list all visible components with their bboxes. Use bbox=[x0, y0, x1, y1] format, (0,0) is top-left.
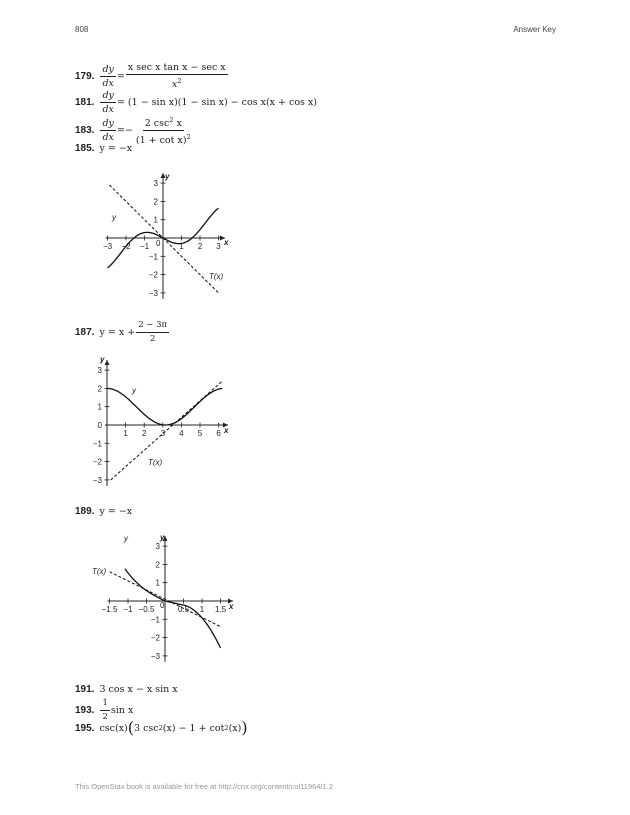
derivative-denominator: dx bbox=[102, 77, 114, 89]
tangent-label: T(x) bbox=[92, 567, 107, 576]
graph-187 bbox=[90, 350, 240, 495]
fraction-denominator: (1 + cot x) bbox=[135, 135, 187, 147]
math-expression: y = −x bbox=[99, 506, 133, 517]
tangent-label: T(x) bbox=[148, 458, 163, 467]
exponent: 2 bbox=[186, 133, 191, 142]
problem-195 bbox=[75, 718, 248, 737]
fraction-numerator: x sec x tan x − sec x bbox=[127, 62, 226, 73]
problem-193 bbox=[75, 698, 133, 723]
equals-sign: = bbox=[116, 70, 125, 82]
footer-note: This OpenStax book is available for free at http://cnx.org/content/col11964/1.2 bbox=[75, 782, 333, 791]
y-tick-label: 1 bbox=[155, 578, 160, 588]
x-axis-label: x bbox=[224, 426, 229, 435]
x-tick-label: 4 bbox=[179, 429, 184, 438]
problem-number: 179. bbox=[75, 70, 95, 82]
x-tick-label: 1 bbox=[123, 429, 128, 438]
math-expression bbox=[99, 62, 228, 90]
problem-number: 191. bbox=[75, 684, 95, 695]
curve-label: y bbox=[132, 386, 136, 395]
x-axis-label: x bbox=[224, 238, 229, 247]
derivative-numerator: dy bbox=[102, 118, 114, 130]
x-tick-label: −1.5 bbox=[101, 605, 118, 614]
y-tick-label: 2 bbox=[155, 560, 160, 570]
page-number: 808 bbox=[75, 25, 89, 34]
y-tick-label: −3 bbox=[92, 475, 102, 485]
x-tick-label: −2 bbox=[121, 242, 131, 251]
problem-number: 193. bbox=[75, 705, 95, 716]
math-expression: 3 cos x − x sin x bbox=[99, 684, 178, 695]
y-tick-label: −1 bbox=[148, 252, 158, 262]
x-tick-label: −1 bbox=[139, 242, 150, 251]
expression-part: csc(x) bbox=[99, 722, 128, 734]
exponent: 2 bbox=[224, 724, 229, 732]
math-expression bbox=[99, 718, 248, 737]
exponent: 2 bbox=[177, 77, 182, 85]
math-expression bbox=[99, 115, 193, 146]
open-paren: ( bbox=[127, 718, 135, 737]
expression-rhs: sin x bbox=[110, 705, 134, 716]
close-paren: ) bbox=[241, 718, 248, 737]
x-tick-label: 1 bbox=[179, 242, 184, 251]
fraction-numerator: 2 csc bbox=[144, 118, 170, 130]
x-tick-label: −3 bbox=[102, 242, 113, 251]
problem-185 bbox=[75, 143, 132, 154]
expression-rhs: y = x + bbox=[99, 327, 136, 338]
y-axis-label: y bbox=[100, 355, 105, 364]
section-title: Answer Key bbox=[513, 25, 556, 34]
x-tick-label: 5 bbox=[197, 429, 203, 438]
problem-189 bbox=[75, 506, 132, 517]
x-axis-label: x bbox=[229, 602, 234, 611]
x-tick-label: 1.5 bbox=[214, 605, 227, 614]
fraction-numerator: 1 bbox=[100, 698, 109, 711]
derivative-denominator: dx bbox=[102, 104, 114, 115]
curve-label: y bbox=[124, 534, 128, 543]
y-tick-label: 3 bbox=[97, 366, 102, 376]
y-tick-label: −1 bbox=[92, 439, 102, 449]
derivative-denominator: dx bbox=[102, 132, 114, 144]
problem-number: 189. bbox=[75, 506, 95, 517]
y-tick-label: 0 bbox=[97, 421, 102, 430]
y-tick-label: −2 bbox=[150, 633, 160, 643]
x-tick-label: 1 bbox=[199, 605, 205, 614]
graph-185 bbox=[95, 165, 245, 310]
problem-number: 195. bbox=[75, 722, 95, 734]
derivative-numerator: dy bbox=[102, 90, 114, 101]
equals-sign: = bbox=[116, 125, 125, 137]
origin-label: 0 bbox=[156, 239, 161, 248]
y-tick-label: 1 bbox=[153, 215, 158, 225]
x-tick-label: −0.5 bbox=[138, 605, 155, 614]
y-tick-label: 3 bbox=[153, 179, 158, 189]
y-tick-label: 2 bbox=[153, 197, 158, 207]
axes bbox=[108, 536, 234, 662]
problem-number: 183. bbox=[75, 125, 95, 137]
y-axis-label: y bbox=[165, 172, 170, 181]
expression-part: (x) − 1 + cot bbox=[162, 722, 225, 734]
expression-part: (x) bbox=[228, 722, 242, 734]
x-tick-label: 3 bbox=[160, 429, 166, 438]
y-tick-label: 2 bbox=[97, 384, 102, 394]
y-axis-arrow bbox=[105, 360, 110, 365]
y-tick-label: −1 bbox=[150, 615, 160, 625]
curve-label: y bbox=[112, 213, 116, 222]
y-axis-label: y bbox=[160, 533, 165, 542]
y-tick-label: −2 bbox=[148, 270, 158, 280]
fraction-numerator-tail: x bbox=[173, 118, 182, 130]
axes bbox=[106, 173, 226, 299]
math-expression bbox=[99, 90, 317, 115]
curve bbox=[107, 388, 222, 425]
y-tick-label: 3 bbox=[155, 542, 160, 552]
x-tick-label: 0.5 bbox=[177, 605, 190, 614]
y-tick-label: −3 bbox=[150, 651, 160, 661]
origin-label: 0 bbox=[160, 601, 165, 610]
fraction-denominator: 2 bbox=[149, 334, 156, 344]
axes bbox=[105, 360, 229, 486]
fraction-numerator: 2 − 3π bbox=[136, 320, 169, 333]
x-tick-label: 6 bbox=[216, 429, 221, 438]
exponent: 2 bbox=[169, 116, 174, 124]
y-tick-label: −2 bbox=[92, 457, 102, 467]
problem-number: 185. bbox=[75, 143, 95, 154]
x-tick-label: 2 bbox=[197, 242, 203, 251]
problem-191 bbox=[75, 684, 178, 695]
problem-187 bbox=[75, 320, 170, 345]
graph-189 bbox=[90, 528, 245, 673]
expression-part: 3 csc bbox=[134, 722, 159, 734]
tangent-label: T(x) bbox=[209, 272, 224, 281]
fraction-denominator: x bbox=[172, 79, 178, 91]
y-tick-label: −3 bbox=[148, 288, 158, 298]
x-tick-label: 3 bbox=[216, 242, 221, 251]
minus-sign: − bbox=[124, 125, 133, 137]
equals-sign: = bbox=[116, 97, 125, 108]
exponent: 2 bbox=[158, 724, 163, 732]
fraction-denominator: 2 bbox=[102, 712, 108, 722]
problem-179 bbox=[75, 62, 229, 90]
math-expression bbox=[99, 320, 170, 345]
problem-183 bbox=[75, 115, 194, 146]
expression-rhs: (1 − sin x)(1 − sin x) − cos x(x + cos x) bbox=[127, 97, 318, 108]
problem-number: 181. bbox=[75, 97, 95, 108]
y-tick-label: 1 bbox=[97, 402, 102, 412]
x-tick-label: −1 bbox=[123, 605, 133, 614]
problem-181 bbox=[75, 90, 317, 115]
math-expression: y = −x bbox=[99, 143, 133, 154]
derivative-numerator: dy bbox=[102, 63, 114, 75]
problem-number: 187. bbox=[75, 327, 95, 338]
x-tick-label: 2 bbox=[141, 429, 147, 438]
